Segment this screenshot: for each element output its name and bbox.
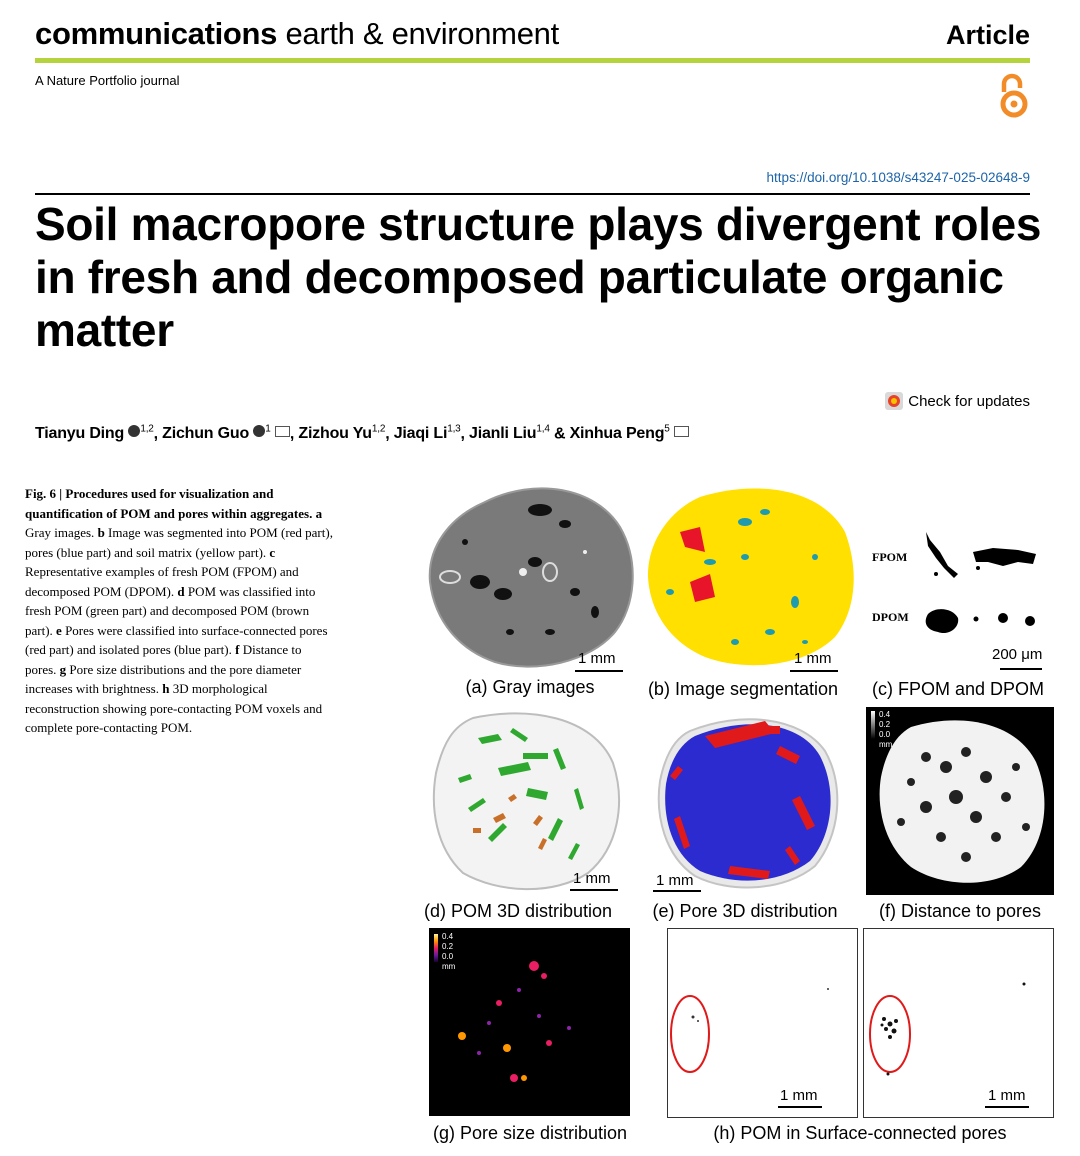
scale-bar-c — [1000, 668, 1042, 670]
legend-min-f: 0.0 — [879, 730, 891, 739]
panel-g-pore-size-map — [429, 928, 630, 1116]
panel-a-label: (a) Gray images — [465, 677, 595, 697]
panel-e-pore-3d — [650, 706, 850, 896]
article-title: Soil macropore structure plays divergent roles in fresh and decomposed particulate organic matter — [35, 198, 1042, 356]
scale-bar-b — [790, 670, 838, 672]
scale-bar-h2 — [985, 1106, 1029, 1108]
article-type: Article — [945, 20, 1030, 50]
scale-label-a: 1 mm — [578, 650, 616, 667]
legend-min-g: 0.0 — [442, 952, 454, 961]
author-list: Tianyu Ding $^{1,2}$, Zichun Guo $^1$ , Zizhou Yu$^{1,2}$, Jiaqi Li$^{1,3}$, Jianli Liu$^{1,4}$ & Xinhua Peng$^5$ — [35, 424, 689, 443]
scale-label-b: 1 mm — [794, 650, 832, 667]
legend-mid-f: 0.2 — [879, 720, 891, 729]
orcid-icon[interactable] — [253, 425, 265, 437]
author[interactable]: Jianli Liu$^{1,4}$ — [469, 424, 550, 443]
panel-c-pom-examples — [918, 526, 1048, 641]
dpom-label: DPOM — [872, 610, 909, 624]
panel-a-gray-image — [425, 482, 640, 677]
author[interactable]: Tianyu Ding $^{1,2}$ — [35, 424, 154, 443]
scale-label-c: 200 μm — [992, 646, 1043, 663]
journal-subtitle: A Nature Portfolio journal — [35, 73, 180, 88]
check-updates-icon — [885, 392, 903, 410]
panel-h-left-image — [667, 928, 858, 1118]
scale-bar-d — [570, 889, 618, 891]
panel-f-label: (f) Distance to pores — [878, 901, 1042, 921]
panel-d-label: (d) POM 3D distribution — [423, 901, 613, 921]
title-rule — [35, 193, 1030, 195]
panel-g-label: (g) Pore size distribution — [432, 1123, 628, 1143]
doi-link[interactable]: https://doi.org/10.1038/s43247-025-02648-9 — [766, 170, 1030, 185]
check-updates-label: Check for updates — [908, 392, 1030, 410]
fpom-label: FPOM — [872, 550, 908, 564]
author[interactable]: Zizhou Yu$^{1,2}$ — [298, 424, 386, 443]
panel-b-label: (b) Image segmentation — [647, 679, 839, 699]
panel-c-label: (c) FPOM and DPOM — [871, 679, 1045, 699]
scale-bar-a — [575, 670, 623, 672]
author[interactable]: Jiaqi Li$^{1,3}$ — [393, 424, 461, 443]
legend-mid-g: 0.2 — [442, 942, 454, 951]
panel-b-segmentation-image — [645, 482, 860, 677]
panel-h-label: (h) POM in Surface-connected pores — [713, 1123, 1007, 1143]
mail-icon[interactable] — [674, 426, 689, 437]
panel-f-distance-map — [866, 707, 1054, 895]
legend-max-f: 0.4 — [879, 710, 891, 719]
scale-label-d: 1 mm — [573, 870, 611, 887]
header-accent-rule — [35, 58, 1030, 63]
colorbar-f — [871, 711, 875, 739]
legend-unit-f: mm — [879, 740, 893, 749]
panel-e-label: (e) Pore 3D distribution — [652, 901, 838, 921]
scale-label-e: 1 mm — [656, 872, 694, 889]
figure-caption: Fig. 6 | Procedures used for visualization and quantification of POM and pores within aggregates. a Gray images. b Image was segmented into POM (red part), pores (blue part) and soil matrix (yellow part). c Representative examples of fresh POM (FPOM) and decomposed POM (DPOM). d POM was classified into fresh POM (green part) and decomposed POM (brown part). e Pores were classified into surface-connected pores (red part) and isolated pores (blue part). f Distance to pores. g Pore size distributions and the pore diameter increases with brightness. h 3D morphological reconstruction showing pore-contacting POM voxels and complete pore-contacting POM. — [25, 486, 333, 735]
legend-max-g: 0.4 — [442, 932, 454, 941]
journal-name: communications earth & environment — [35, 16, 559, 51]
author[interactable]: Zichun Guo $^1$ — [162, 425, 290, 442]
mail-icon[interactable] — [275, 426, 290, 437]
scale-bar-e — [653, 890, 701, 892]
scale-label-h1: 1 mm — [780, 1087, 818, 1104]
panel-h-right-image — [863, 928, 1054, 1118]
author[interactable]: Xinhua Peng$^5$ — [570, 425, 689, 442]
scale-label-h2: 1 mm — [988, 1087, 1026, 1104]
legend-unit-g: mm — [442, 962, 456, 971]
open-access-icon — [994, 72, 1034, 120]
scale-bar-h1 — [778, 1106, 822, 1108]
orcid-icon[interactable] — [128, 425, 140, 437]
check-updates-button[interactable] — [885, 392, 1030, 410]
